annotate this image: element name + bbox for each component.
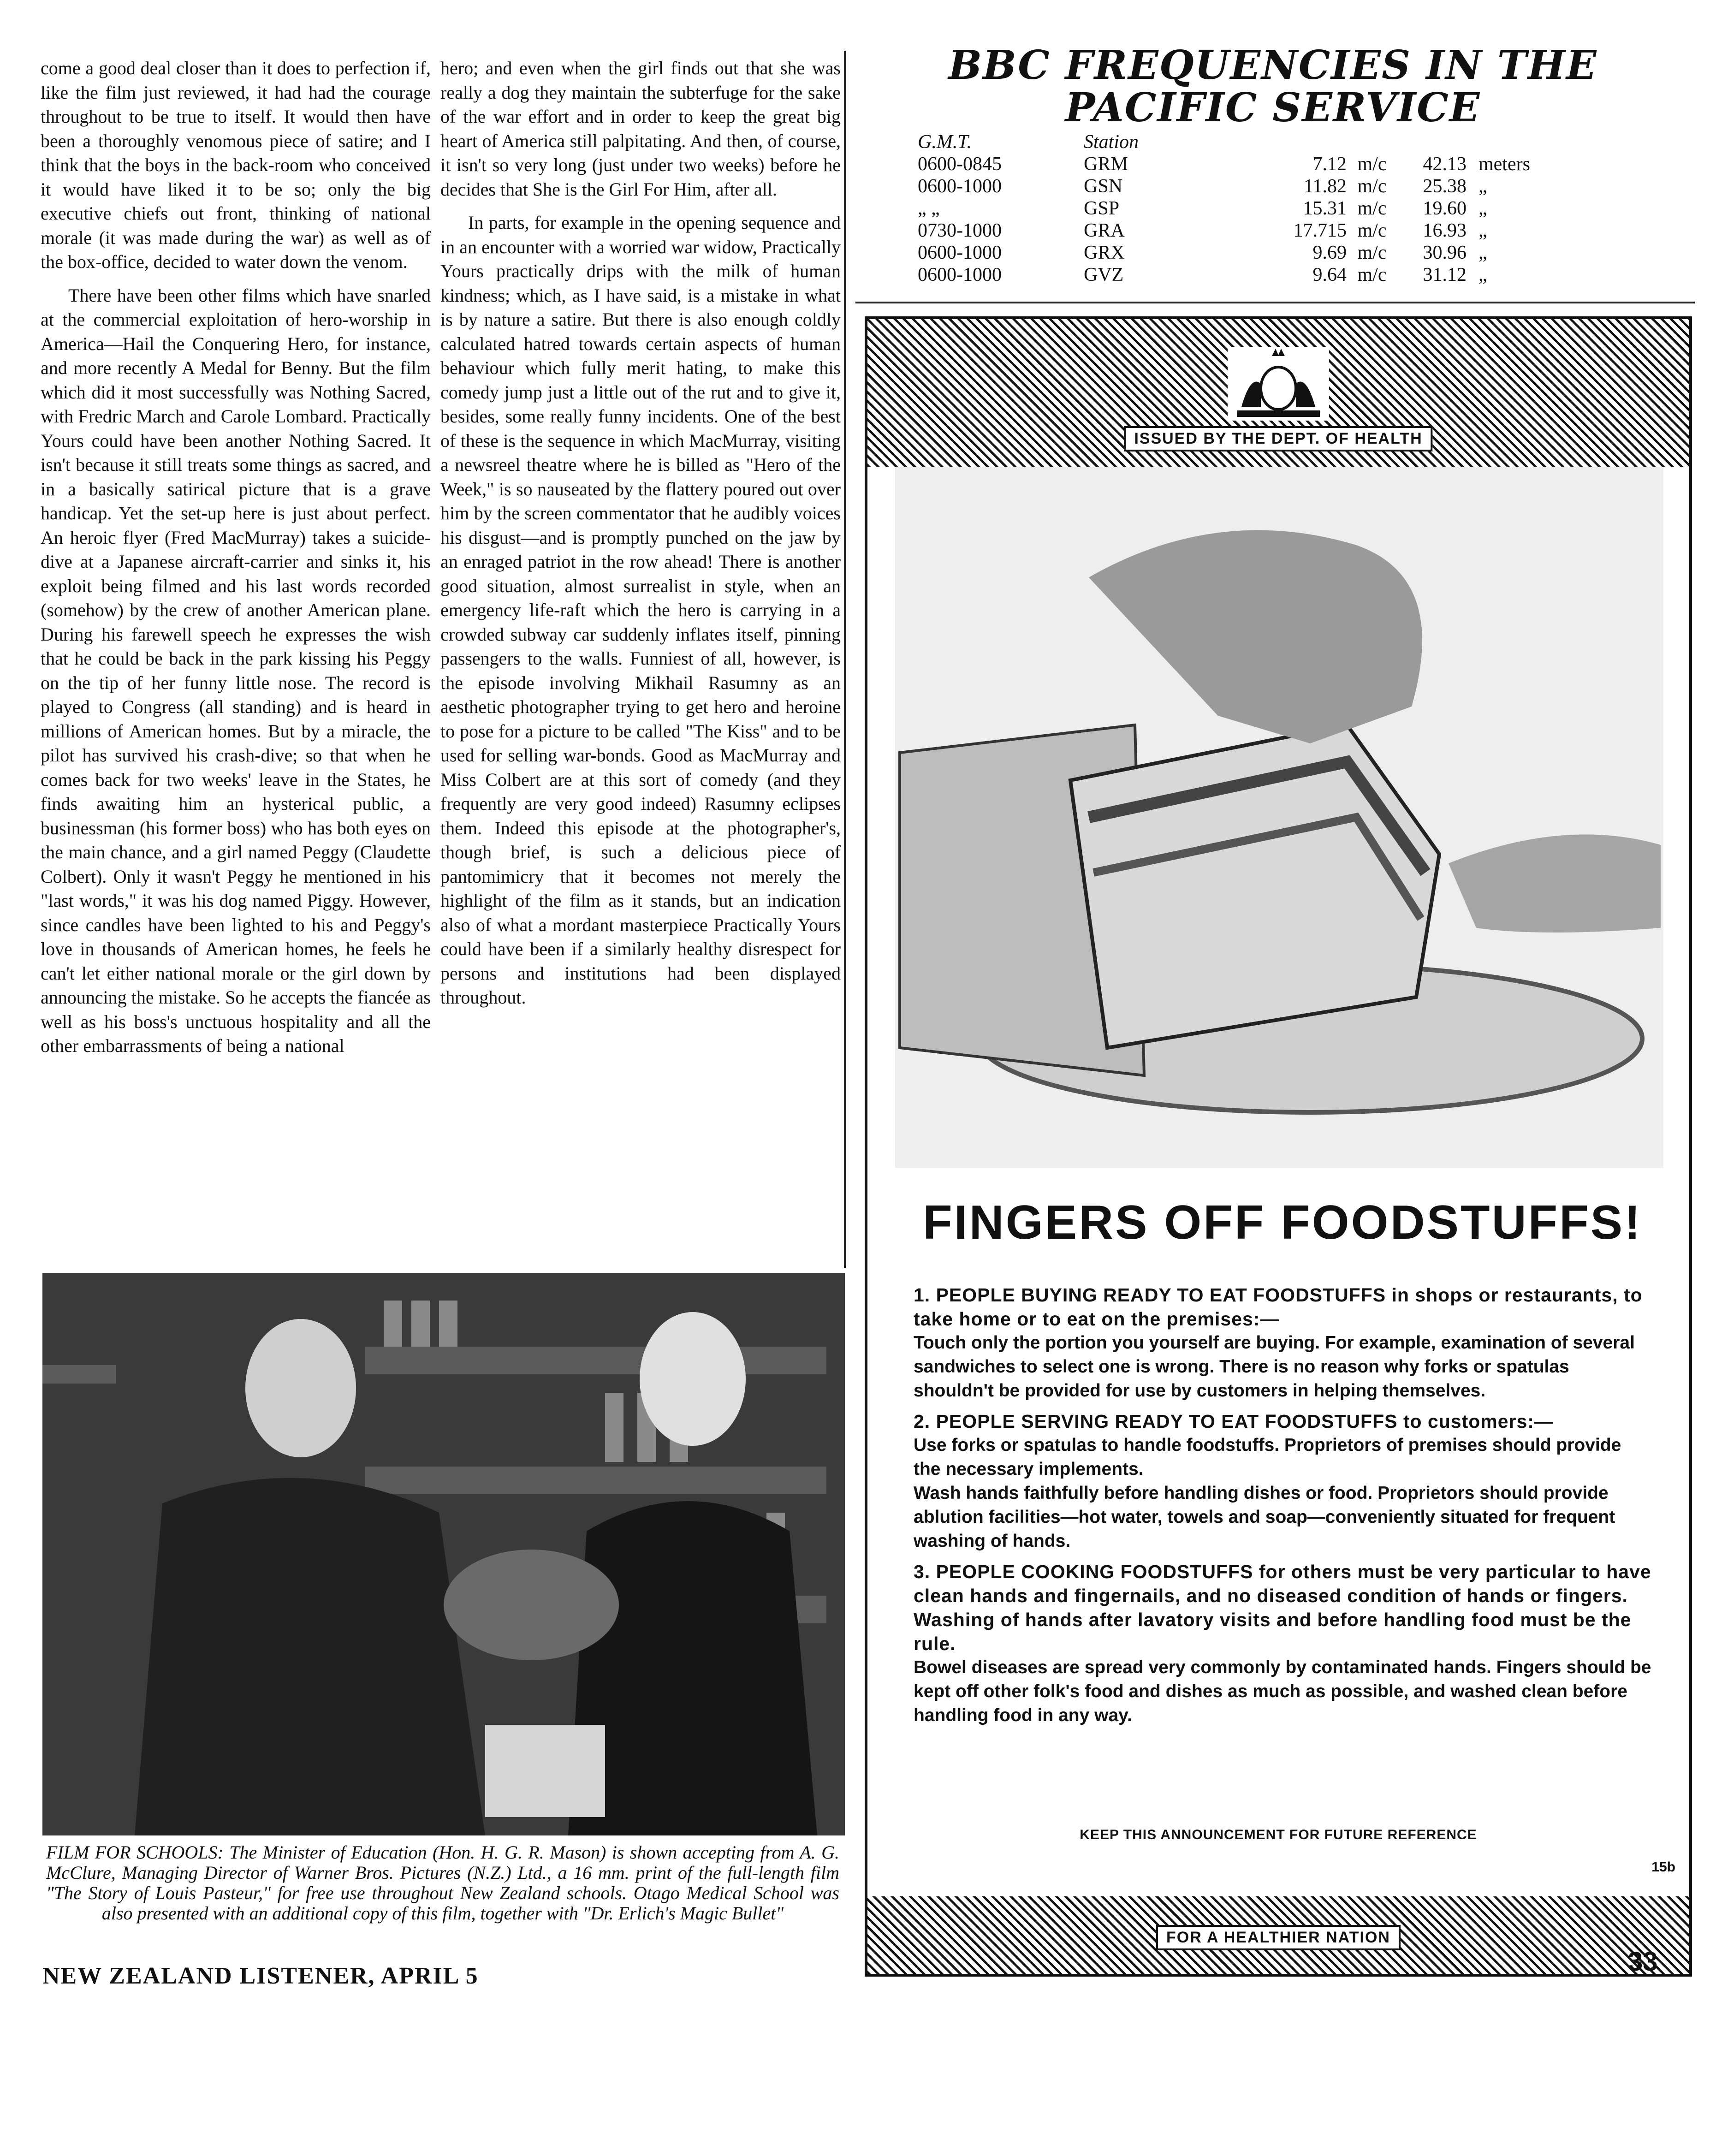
meters-cell: 42.13 [1423,154,1467,175]
unit-cell: m/c [1357,198,1387,219]
article-paragraph: hero; and even when the girl finds out that she was really a dog they maintain the subterfuge for the sake of the war effort and in order to keep the great big heart of America still palpitating. And then, of course, it isn't so very long (just under two weeks) before he decides that She is the Girl For Him, after all. [440,58,841,200]
meters-cell: 30.96 [1423,242,1467,263]
keep-announcement-note: KEEP THIS ANNOUNCEMENT FOR FUTURE REFERENCE [1080,1827,1477,1842]
table-row [918,153,1637,175]
gmt-cell: 0600-1000 [918,242,1002,263]
article-paragraph: There have been other films which have snarled at the commercial exploitation of hero-worship in America—Hail the Conquering Hero, for instance, and more recently A Medal for Benny. But the film which did it most successfully was Nothing Sacred, with Fredric March and Carole Lombard. Practically Yours could have been another Nothing Sacred. It isn't because it still treats some things as sacred, and in a basically satirical picture that is a grave handicap. Yet the set-up here is just about perfect. An heroic flyer (Fred MacMurray) takes a suicide-dive at a Japanese aircraft-carrier and sinks it, his exploit being filmed and his last words recorded (somehow) by the crew of another American plane. During his farewell speech he expresses the wish that he could be back in the park kissing his Peggy on the tip of her funny little nose. The record is played to Congress (all standing) and is heard in millions of American homes. But by a miracle, the pilot has survived his crash-dive; so that when he comes back for two weeks' leave in the States, he finds awaiting him an hysterical public, a businessman (his former boss) who has both eyes on the main chance, and a girl named Peggy (Claudette Colbert). Only it wasn't Peggy he mentioned in his "last words," it was his dog named Piggy. However, since candles have been lighted to his and Peggy's love in thousands of American homes, he feels he can't let either national morale or the girl down by announcing the mistake. So he accepts the fiancée as well as his boss's unctuous hospitality and all the other embarrassments of being a national [41,285,431,1056]
unit-cell: m/c [1357,154,1387,175]
suffix-cell: „ [1478,242,1487,263]
frequency-cell: 9.69 [1312,242,1347,263]
ad-headline: FINGERS OFF FOODSTUFFS! [923,1196,1642,1249]
meters-cell: 25.38 [1423,176,1467,197]
section-2-heading: 2. PEOPLE SERVING READY TO EAT FOODSTUFFS to customers:— [914,1411,1554,1432]
station-cell: GSN [1084,176,1123,197]
frequency-cell: 15.31 [1303,198,1347,219]
gmt-cell: 0730-1000 [918,220,1002,241]
tagline-label: FOR A HEALTHIER NATION [1156,1925,1401,1950]
article-column-1 [41,56,431,1058]
meters-cell: 16.93 [1423,220,1467,241]
presentation-photo [42,1273,845,1835]
page-number: 33 [1628,1947,1658,1977]
section-1-body: Touch only the portion you yourself are buying. For example, examination of several sandwiches to select one is wrong. There is no reason why forks or spatulas shouldn't be provided for use by customers in helping themselves. [914,1333,1635,1401]
ad-footer-hatch [867,1896,1689,1974]
ad-header-hatch [867,319,1689,467]
suffix-cell: „ [1478,264,1487,285]
photo-caption: FILM FOR SCHOOLS: The Minister of Education (Hon. H. G. R. Mason) is shown accepting from A. G. McClure, Managing Director of Warner Bros. Pictures (N.Z.) Ltd., a 16 mm. print of the full-length film "The Story of Louis Pasteur," for free use throughout New Zealand schools. Otago Medical School was also presented with an additional copy of this film, together with "Dr. Erlich's Magic Bullet" [46,1842,839,1924]
gmt-cell: 0600-0845 [918,154,1002,175]
bbc-title-line-2: PACIFIC SERVICE [1065,84,1481,131]
gmt-cell: „ „ [918,198,940,219]
meters-cell: 31.12 [1423,264,1467,285]
frequency-cell: 11.82 [1304,176,1347,197]
article-paragraph: come a good deal closer than it does to perfection if, like the film just reviewed, it had had the courage throughout to be true to itself. It would then have been a thoroughly venomous piece of satire; and I think that the boys in the back-room who conceived it would have liked it to be so; only the big executive chiefs out front, thinking of national morale (it was made during the war) as well as of the box-office, decided to water down the venom. [41,58,431,272]
column-divider [844,51,846,1268]
suffix-cell: „ [1478,176,1487,197]
station-cell: GRA [1084,220,1125,241]
section-1-heading: 1. PEOPLE BUYING READY TO EAT FOODSTUFFS in shops or restaurants, to take home or to eat on the premises:— [914,1284,1643,1330]
health-advertisement [865,316,1692,1977]
section-2-body-1: Use forks or spatulas to handle foodstuffs. Proprietors of premises should provide the necessary implements. [914,1435,1621,1479]
station-cell: GSP [1084,198,1120,219]
station-cell: GRX [1084,242,1125,263]
frequency-cell: 7.12 [1312,154,1347,175]
article-column-2 [440,56,841,1010]
issued-by-label: ISSUED BY THE DEPT. OF HEALTH [1124,426,1432,451]
article-paragraph: In parts, for example in the opening sequence and in an encounter with a worried war widow, Practically Yours practically drips with the milk of human kindness; which, as I have said, is a mistake in what is by nature a satire. But there is also enough coldly calculated hatred towards certain aspects of human behaviour which fully merit hating, to make this comedy jump just a little out of the rut and to give it, besides, some really funny incidents. One of the best of these is the sequence in which MacMurray, visiting a newsreel theatre where he is billed as "Hero of the Week," is so nauseated by the flattery poured out over him by the screen commentator that he audibly voices his disgust—and is promptly punched on the jaw by an enraged patriot in the row ahead! There is another good situation, almost surrealist in style, when an emergency life-raft which the hero is carrying in a crowded subway car suddenly inflates itself, pinning passengers to the walls. Funniest of all, however, is the episode involving Mikhail Rasumny as an aesthetic photographer trying to get hero and heroine to pose for a picture to be called "The Kiss" and to be used for selling war-bonds. Good as MacMurray and Miss Colbert are at this sort of comedy (and they frequently are very good indeed) Rasumny eclipses them. Indeed this episode at the photographer's, though brief, is such a delicious piece of pantomimicry that it becomes not merely the highlight of the film as it stands, but an indication also of what a mordant masterpiece Practically Yours could have been if a similarly healthy disrespect for persons and institutions had been displayed throughout. [440,212,841,1008]
section-divider [855,302,1695,303]
gmt-header: G.M.T. [918,131,972,153]
ad-body [914,1283,1651,1728]
table-row [918,242,1637,264]
publication-footer: NEW ZEALAND LISTENER, APRIL 5 [42,1963,479,1989]
unit-cell: m/c [1357,176,1387,197]
table-row [918,197,1637,220]
station-header: Station [1084,131,1139,153]
table-row [918,220,1637,242]
frequency-cell: 17.715 [1293,220,1347,241]
suffix-cell: „ [1478,198,1487,219]
suffix-cell: meters [1478,154,1530,175]
unit-cell: m/c [1357,242,1387,263]
table-row [918,175,1637,197]
bbc-frequency-table [918,131,1637,286]
coat-of-arms-icon [1228,347,1329,421]
section-3-body: Bowel diseases are spread very commonly by contaminated hands. Fingers should be kept off other folk's food and dishes as much as possible, and washed clean before handling food in any way. [914,1657,1651,1725]
station-cell: GVZ [1084,264,1124,285]
suffix-cell: „ [1478,220,1487,241]
frequency-cell: 9.64 [1312,264,1347,285]
gmt-cell: 0600-1000 [918,176,1002,197]
bbc-frequencies-title [867,44,1679,129]
unit-cell: m/c [1357,264,1387,285]
meters-cell: 19.60 [1423,198,1467,219]
station-cell: GRM [1084,154,1128,175]
sandwich-photo [895,467,1663,1168]
gmt-cell: 0600-1000 [918,264,1002,285]
unit-cell: m/c [1357,220,1387,241]
ad-code: 15b [1651,1859,1675,1875]
section-2-body-2: Wash hands faithfully before handling dishes or food. Proprietors should provide ablution facilities—hot water, towels and soap—conveniently situated for frequent washing of hands. [914,1483,1615,1551]
section-3-heading: 3. PEOPLE COOKING FOODSTUFFS for others must be very particular to have clean hands and fingernails, and no diseased condition of hands or fingers. Washing of hands after lavatory visits and before handling food must be the rule. [914,1561,1651,1654]
table-header-row [918,131,1637,153]
table-row [918,264,1637,286]
bbc-title-line-1: BBC FREQUENCIES IN THE [948,42,1597,89]
